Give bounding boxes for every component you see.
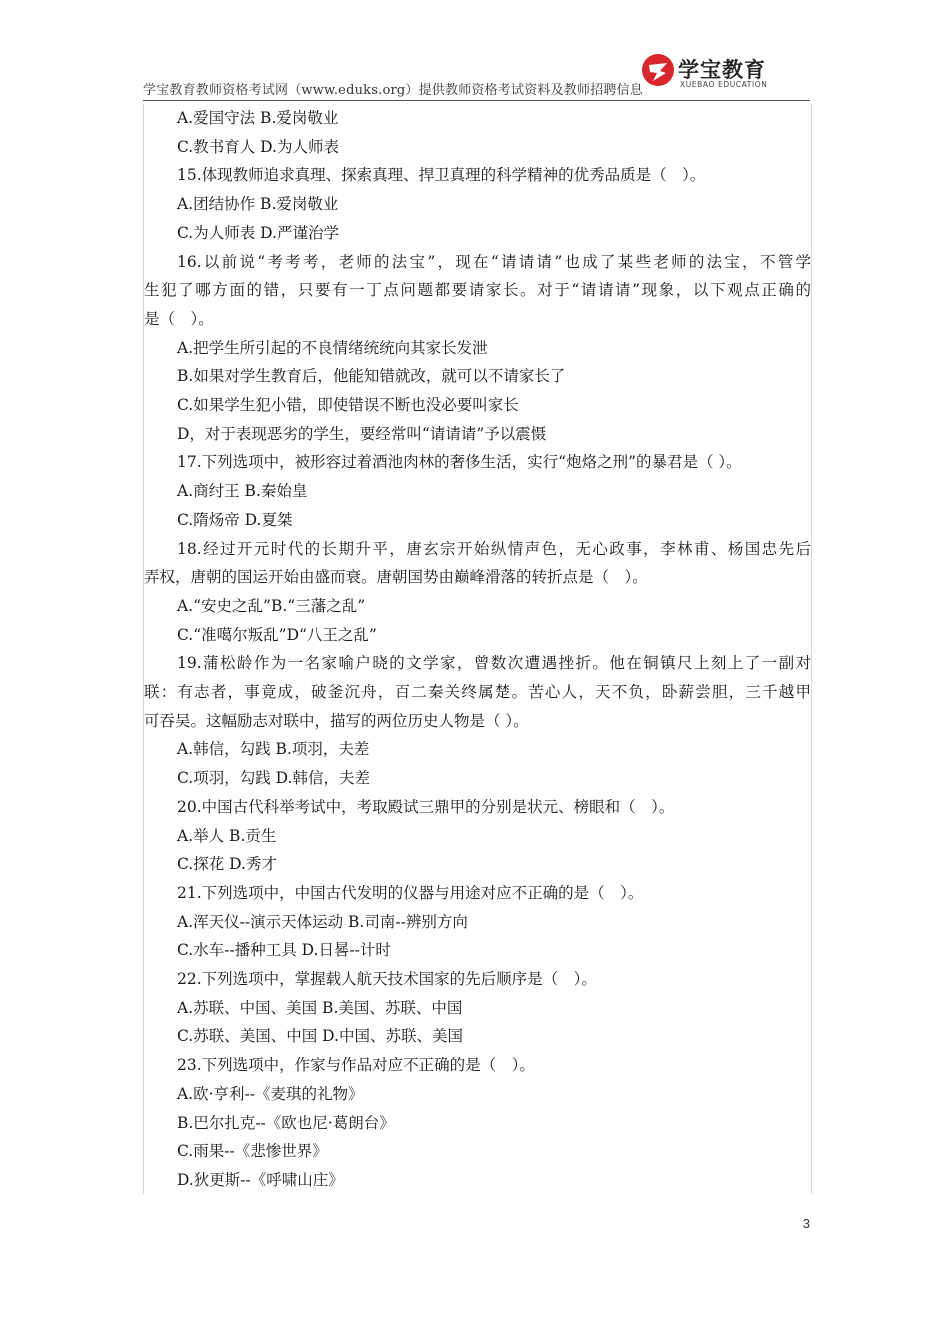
text-line: A.欧·亨利--《麦琪的礼物》 [177, 1084, 364, 1103]
text-line: A.浑天仪--演示天体运动 B.司南--辨别方向 [177, 912, 468, 931]
text-line: 21.下列选项中，中国古代发明的仪器与用途对应不正确的是（ ）。 [177, 883, 644, 902]
text-line: 18.经过开元时代的长期升平，唐玄宗开始纵情声色，无心政事，李林甫、杨国忠先后 [177, 539, 811, 558]
text-line: 可吞吴。这幅励志对联中，描写的两位历史人物是（ ）。 [144, 711, 529, 730]
text-line: C.水车--播种工具 D.日晷--计时 [177, 941, 391, 960]
text-line: 22.下列选项中，掌握载人航天技术国家的先后顺序是（ ）。 [177, 970, 597, 988]
text-line: B.如果对学生教育后，他能知错就改，就可以不请家长了 [177, 367, 566, 386]
logo-mark-icon [640, 52, 676, 88]
text-line: C.如果学生犯小错，即使错误不断也没必要叫家长 [177, 396, 519, 414]
text-line: C.隋炀帝 D.夏桀 [177, 510, 293, 529]
logo-chinese-text: 学宝教育 [678, 58, 766, 82]
text-line: 19.蒲松龄作为一名家喻户晓的文学家，曾数次遭遇挫折。他在铜镇尺上刻上了一副对 [177, 654, 811, 673]
text-line: 17.下列选项中，被形容过着酒池肉林的奢侈生活，实行“炮烙之刑”的暴君是（ ）。 [177, 453, 742, 472]
text-line: D，对于表现恶劣的学生，要经常叫“请请请”予以震慑 [177, 424, 547, 443]
text-line: A.把学生所引起的不良情绪统统向其家长发泄 [177, 338, 488, 357]
text-line: A.“安史之乱”B.“三藩之乱” [177, 596, 366, 615]
text-line: C.为人师表 D.严谨治学 [177, 223, 339, 242]
text-line: 15.体现教师追求真理、探索真理、捍卫真理的科学精神的优秀品质是（ ）。 [177, 166, 706, 185]
text-line: C.教书育人 D.为人师表 [177, 137, 339, 156]
text-line: A.举人 B.贡生 [177, 826, 277, 845]
header-text: 学宝教育教师资格考试网（www.eduks.org）提供教师资格考试资料及教师招聘信息 [143, 83, 644, 98]
xuebao-logo [640, 52, 790, 92]
page-number: 3 [802, 1216, 810, 1231]
text-line: B.巴尔扎克--《欧也尼·葛朗台》 [177, 1113, 395, 1132]
text-line: C.苏联、美国、中国 D.中国、苏联、美国 [177, 1027, 463, 1046]
text-line: C.项羽，勾践 D.韩信，夫差 [177, 769, 370, 788]
text-line: 20.中国古代科举考试中，考取殿试三鼎甲的分别是状元、榜眼和（ ）。 [177, 797, 675, 816]
text-line: C.“准噶尔叛乱”D“八王之乱” [177, 625, 377, 644]
text-line: A.苏联、中国、美国 B.美国、苏联、中国 [177, 998, 463, 1017]
text-line: 23.下列选项中，作家与作品对应不正确的是（ ）。 [177, 1056, 535, 1075]
document-body [143, 104, 812, 1194]
text-line: A.团结协作 B.爱岗敬业 [177, 195, 339, 214]
text-line: A.商纣王 B.秦始皇 [177, 482, 308, 501]
text-line: 弄权，唐朝的国运开始由盛而衰。唐朝国势由巅峰滑落的转折点是（ ）。 [144, 568, 648, 587]
page-header [143, 48, 810, 101]
text-line: A.爱国守法 B.爱岗敬业 [177, 109, 339, 127]
text-line: 生犯了哪方面的错，只要有一丁点问题都要请家长。对于“请请请”现象，以下观点正确的 [144, 281, 811, 300]
logo-english-text: XUEBAO EDUCATION [680, 80, 768, 89]
text-line: A.韩信，勾践 B.项羽，夫差 [177, 740, 370, 759]
text-line: D.狄更斯--《呼啸山庄》 [177, 1170, 344, 1189]
text-line: 联：有志者，事竟成，破釜沉舟，百二秦关终属楚。苦心人，天不负，卧薪尝胆，三千越甲 [144, 683, 811, 701]
text-line: C.雨果--《悲惨世界》 [177, 1142, 328, 1161]
text-line: C.探花 D.秀才 [177, 855, 277, 874]
text-line: 是（ ）。 [144, 309, 214, 328]
text-line: 16.以前说“考考考，老师的法宝”，现在“请请请”也成了某些老师的法宝，不管学 [177, 252, 811, 271]
